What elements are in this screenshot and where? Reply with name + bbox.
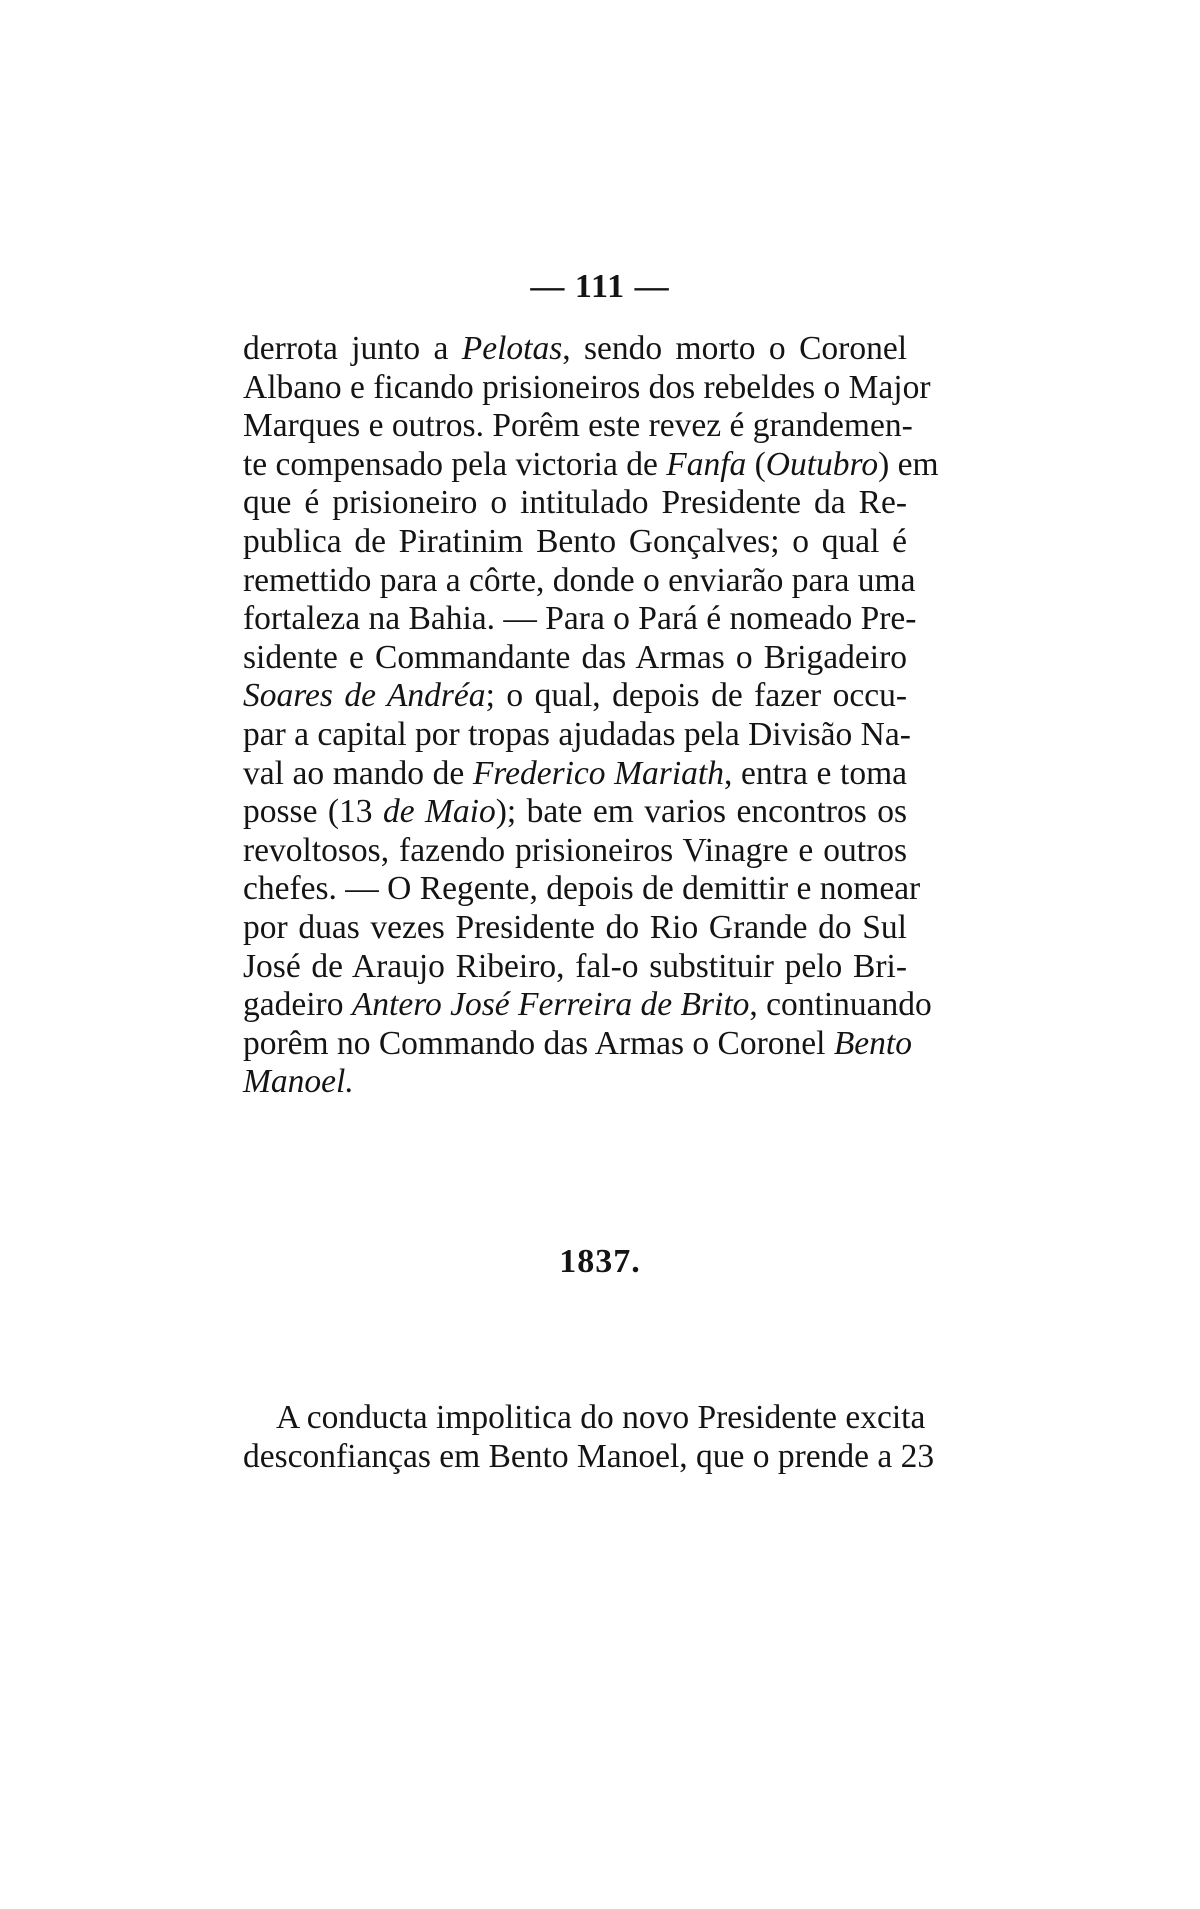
text-line: por duas vezes Presidente do Rio Grande do Sul <box>243 908 907 946</box>
year-heading: 1837. <box>559 1243 641 1280</box>
text-line: derrota junto a Pelotas, sendo morto o Coronel <box>243 330 907 367</box>
text-line: Manoel. <box>243 1063 354 1101</box>
text-line: fortaleza na Bahia. — Para o Pará é nomeado Pre- <box>243 600 917 638</box>
text-line: par a capital por tropas ajudadas pela Divisão Na- <box>243 715 911 753</box>
page-number: — 111 — <box>530 268 670 305</box>
text-line: remettido para a côrte, donde o enviarão para uma <box>243 561 916 599</box>
text-line: Soares de Andréa; o qual, depois de fazer occu- <box>243 677 907 715</box>
text-line: Albano e ficando prisioneiros dos rebeldes o Major <box>243 368 931 406</box>
paragraph-2 <box>243 1399 935 1476</box>
text-line: Marques e outros. Porêm este revez é grandemen- <box>243 407 913 445</box>
text-line: desconfianças em Bento Manoel, que o prende a 23 <box>243 1437 935 1475</box>
text-line: José de Araujo Ribeiro, fal-o substituir pelo Bri- <box>243 947 907 985</box>
text-line: porêm no Commando das Armas o Coronel Bento <box>243 1024 912 1062</box>
text-line: publica de Piratinim Bento Gonçalves; o qual é <box>243 522 907 560</box>
text-line: revoltosos, fazendo prisioneiros Vinagre e outros <box>243 831 907 869</box>
text-line: gadeiro Antero José Ferreira de Brito, continuando <box>243 986 932 1024</box>
text-line: sidente e Commandante das Armas o Brigadeiro <box>243 638 907 676</box>
text-line: posse (13 de Maio); bate em varios encontros os <box>243 793 907 831</box>
text-line: te compensado pela victoria de Fanfa (Outubro) em <box>243 445 939 483</box>
text-line: A conducta impolitica do novo Presidente excita <box>276 1399 926 1436</box>
text-line: val ao mando de Frederico Mariath, entra e toma <box>243 754 908 792</box>
paragraph-1 <box>243 330 939 1102</box>
text-line: que é prisioneiro o intitulado Presidente da Re- <box>243 484 907 522</box>
text-line: chefes. — O Regente, depois de demittir e nomear <box>243 870 921 908</box>
